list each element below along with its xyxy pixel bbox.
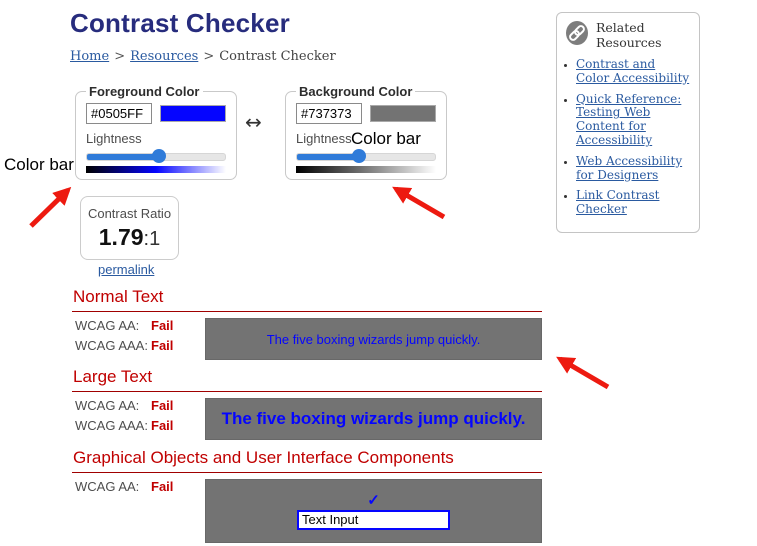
wcag-aa-result: Fail [151,479,174,494]
normal-text-heading: Normal Text [72,287,542,312]
checkmark-icon: ✓ [367,491,380,509]
wcag-aaa-label: WCAG AAA: [75,338,148,353]
swap-colors-arrow-icon: ↔ [245,110,262,134]
related-link-item [576,189,691,217]
normal-text-sample: The five boxing wizards jump quickly. [266,331,481,347]
related-resources-panel [556,12,700,233]
related-link-item [576,93,691,148]
normal-text-sample-box [205,318,542,360]
wcag-aa-label: WCAG AA: [75,479,140,494]
section-normal-text [72,287,542,358]
background-panel-legend: Background Color [299,84,413,99]
breadcrumb-current: Contrast Checker [219,49,336,64]
breadcrumb-home-link[interactable]: Home [70,49,110,64]
sample-text-input[interactable] [297,510,450,530]
contrast-ratio-value: 1.79 [98,224,144,250]
arrow-to-foreground-color-bar [31,190,68,226]
large-text-heading: Large Text [72,367,542,392]
arrow-to-background-color-bar [396,189,444,217]
related-resources-title: Related Resources [596,20,662,50]
foreground-color-swatch[interactable] [160,105,226,122]
contrast-ratio-label: Contrast Ratio [87,206,172,221]
wcag-aaa-label: WCAG AAA: [75,418,148,433]
background-lightness-label: Lightness [296,131,352,146]
wcag-aaa-result: Fail [151,418,174,433]
related-link-item [576,155,691,183]
contrast-ratio-suffix: :1 [143,228,161,250]
link-chain-icon [565,20,589,50]
section-large-text [72,367,542,438]
permalink-link[interactable]: permalink [98,262,155,277]
related-link-item [576,58,691,86]
breadcrumb [70,49,336,64]
wcag-aa-label: WCAG AA: [75,318,140,333]
background-hex-input[interactable] [296,103,362,124]
background-color-swatch[interactable] [370,105,436,122]
foreground-lightness-label: Lightness [86,131,142,146]
related-resources-list [563,58,691,217]
background-lightness-slider[interactable] [296,149,436,163]
related-link-contrast-and-color[interactable]: Contrast and Color Accessibility [576,57,690,85]
wcag-aa-label: WCAG AA: [75,398,140,413]
foreground-color-panel [75,84,237,180]
arrow-to-normal-text-sample [560,359,608,387]
breadcrumb-resources-link[interactable]: Resources [130,49,199,64]
annotation-color-bar-left: Color bar [4,155,74,174]
contrast-ratio-card [80,196,179,260]
page-title: Contrast Checker [70,8,290,38]
large-text-sample-box [205,398,542,440]
related-link-link-contrast-checker[interactable]: Link Contrast Checker [576,188,660,217]
annotation-color-bar-right: Color bar [351,129,421,148]
related-link-web-accessibility-designers[interactable]: Web Accessibility for Designers [576,153,683,182]
foreground-lightness-slider[interactable] [86,149,226,163]
foreground-color-bar[interactable] [86,166,226,173]
section-graphical-objects [72,448,542,509]
foreground-hex-input[interactable] [86,103,152,124]
graphical-objects-heading: Graphical Objects and User Interface Components [72,448,542,473]
breadcrumb-separator: > [114,49,126,64]
background-color-bar[interactable] [296,166,436,173]
large-text-sample: The five boxing wizards jump quickly. [221,409,526,428]
ui-sample-box [205,479,542,543]
related-link-quick-reference[interactable]: Quick Reference: Testing Web Content for Accessibility [576,91,682,147]
wcag-aaa-result: Fail [151,338,174,353]
foreground-panel-legend: Foreground Color [89,84,200,99]
wcag-aa-result: Fail [151,318,174,333]
breadcrumb-separator: > [203,49,215,64]
wcag-aa-result: Fail [151,398,174,413]
